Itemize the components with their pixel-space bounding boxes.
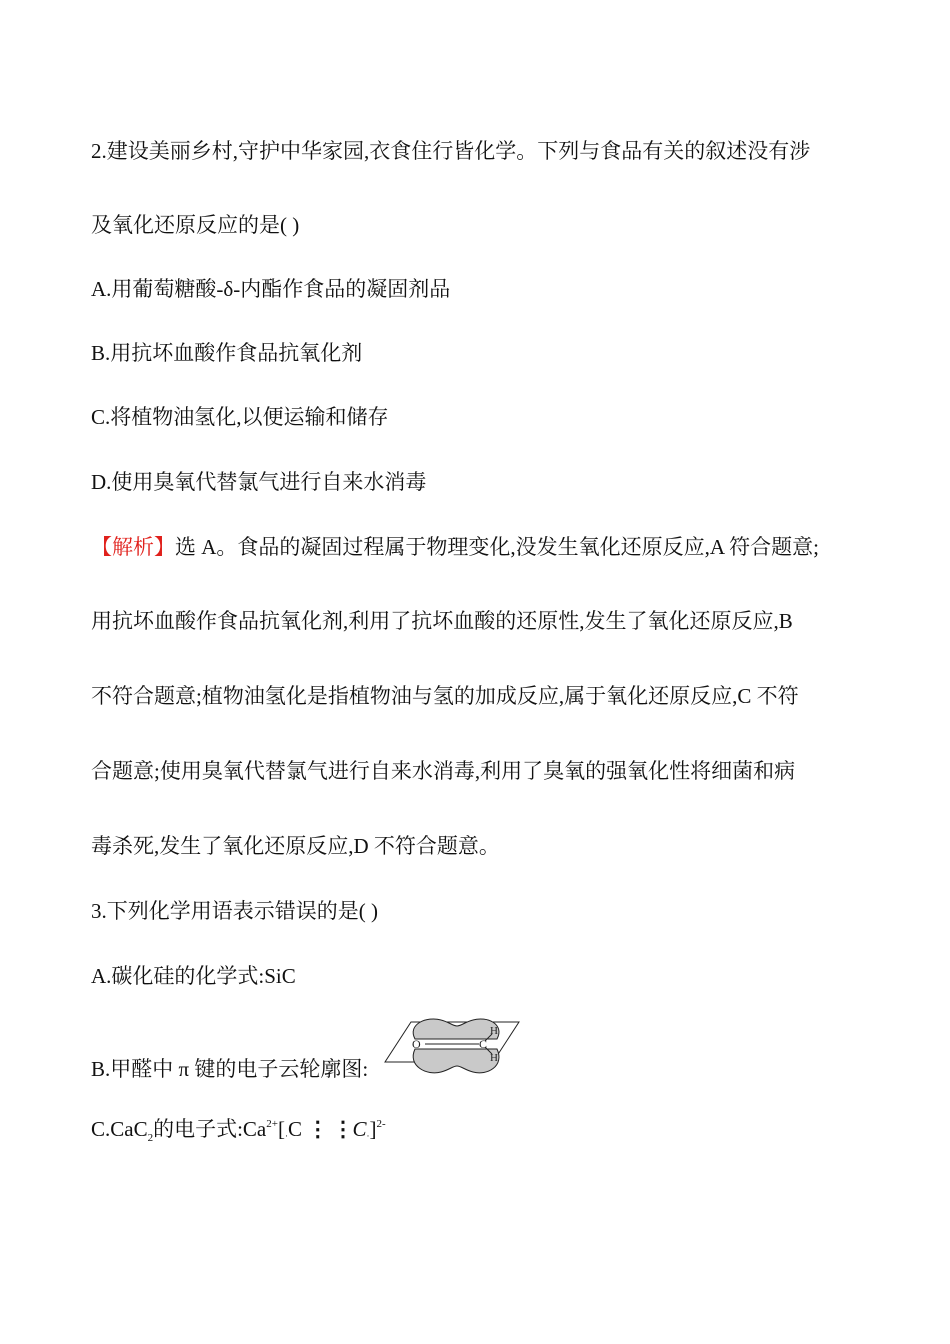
carbon-atom-2: C [352,1117,367,1141]
analysis-line1 [91,532,819,562]
option-c-subscript: 2 [147,1132,154,1144]
q3-stem: 3.下列化学用语表示错误的是( ) [91,899,378,923]
q2-stem-line2: 及氧化还原反应的是( ) [91,213,300,237]
lone-pair-left: · [284,1131,288,1141]
q2-option-d: D.使用臭氧代替氯气进行自来水消毒 [91,470,427,494]
analysis-tag: 【解析】 [91,535,175,559]
analysis-text-1: 选 A。食品的凝固过程属于物理变化,没发生氧化还原反应,A 符合题意; [175,535,820,559]
triple-bond-dots-1: ⋮ [307,1117,328,1141]
analysis-line5: 毒杀死,发生了氧化还原反应,D 不符合题意。 [91,834,500,858]
analysis-line3: 不符合题意;植物油氢化是指植物油与氢的加成反应,属于氧化还原反应,C 不符 [91,684,799,708]
atom-c: C [479,1037,488,1051]
triple-bond-dots-2: ⋮ [332,1117,353,1141]
atom-h2: H [490,1052,498,1064]
anion-charge: 2- [376,1118,386,1130]
cation-charge: 2+ [266,1118,278,1130]
analysis-line2: 用抗坏血酸作食品抗氧化剂,利用了抗坏血酸的还原性,发生了氧化还原反应,B [91,609,793,633]
lone-pair-right: · [366,1131,370,1141]
option-c-prefix: C.CaC [91,1117,148,1141]
q3-option-c [91,1114,386,1148]
q3-option-a: A.碳化硅的化学式:SiC [91,964,296,988]
lower-lobe [413,1049,499,1073]
analysis-line4: 合题意;使用臭氧代替氯气进行自来水消毒,利用了臭氧的强氧化性将细菌和病 [91,759,796,783]
q2-option-a: A.用葡萄糖酸-δ-内酯作食品的凝固剂品 [91,277,451,301]
bracket-close: ] [369,1117,377,1141]
formaldehyde-pi-bond-diagram [383,1014,523,1080]
q2-option-c: C.将植物油氢化,以便运输和储存 [91,405,389,429]
q3-option-b: B.甲醛中 π 键的电子云轮廓图: [91,1057,369,1081]
option-c-mid: 的电子式:Ca [153,1117,267,1141]
atom-o: O [412,1037,421,1051]
q2-stem-line1: 2.建设美丽乡村,守护中华家园,衣食住行皆化学。下列与食品有关的叙述没有涉 [91,139,811,163]
atom-h1: H [490,1025,498,1037]
carbon-atom-1: C [287,1117,302,1141]
q2-option-b: B.用抗坏血酸作食品抗氧化剂 [91,341,363,365]
bracket-open: [ [277,1117,285,1141]
